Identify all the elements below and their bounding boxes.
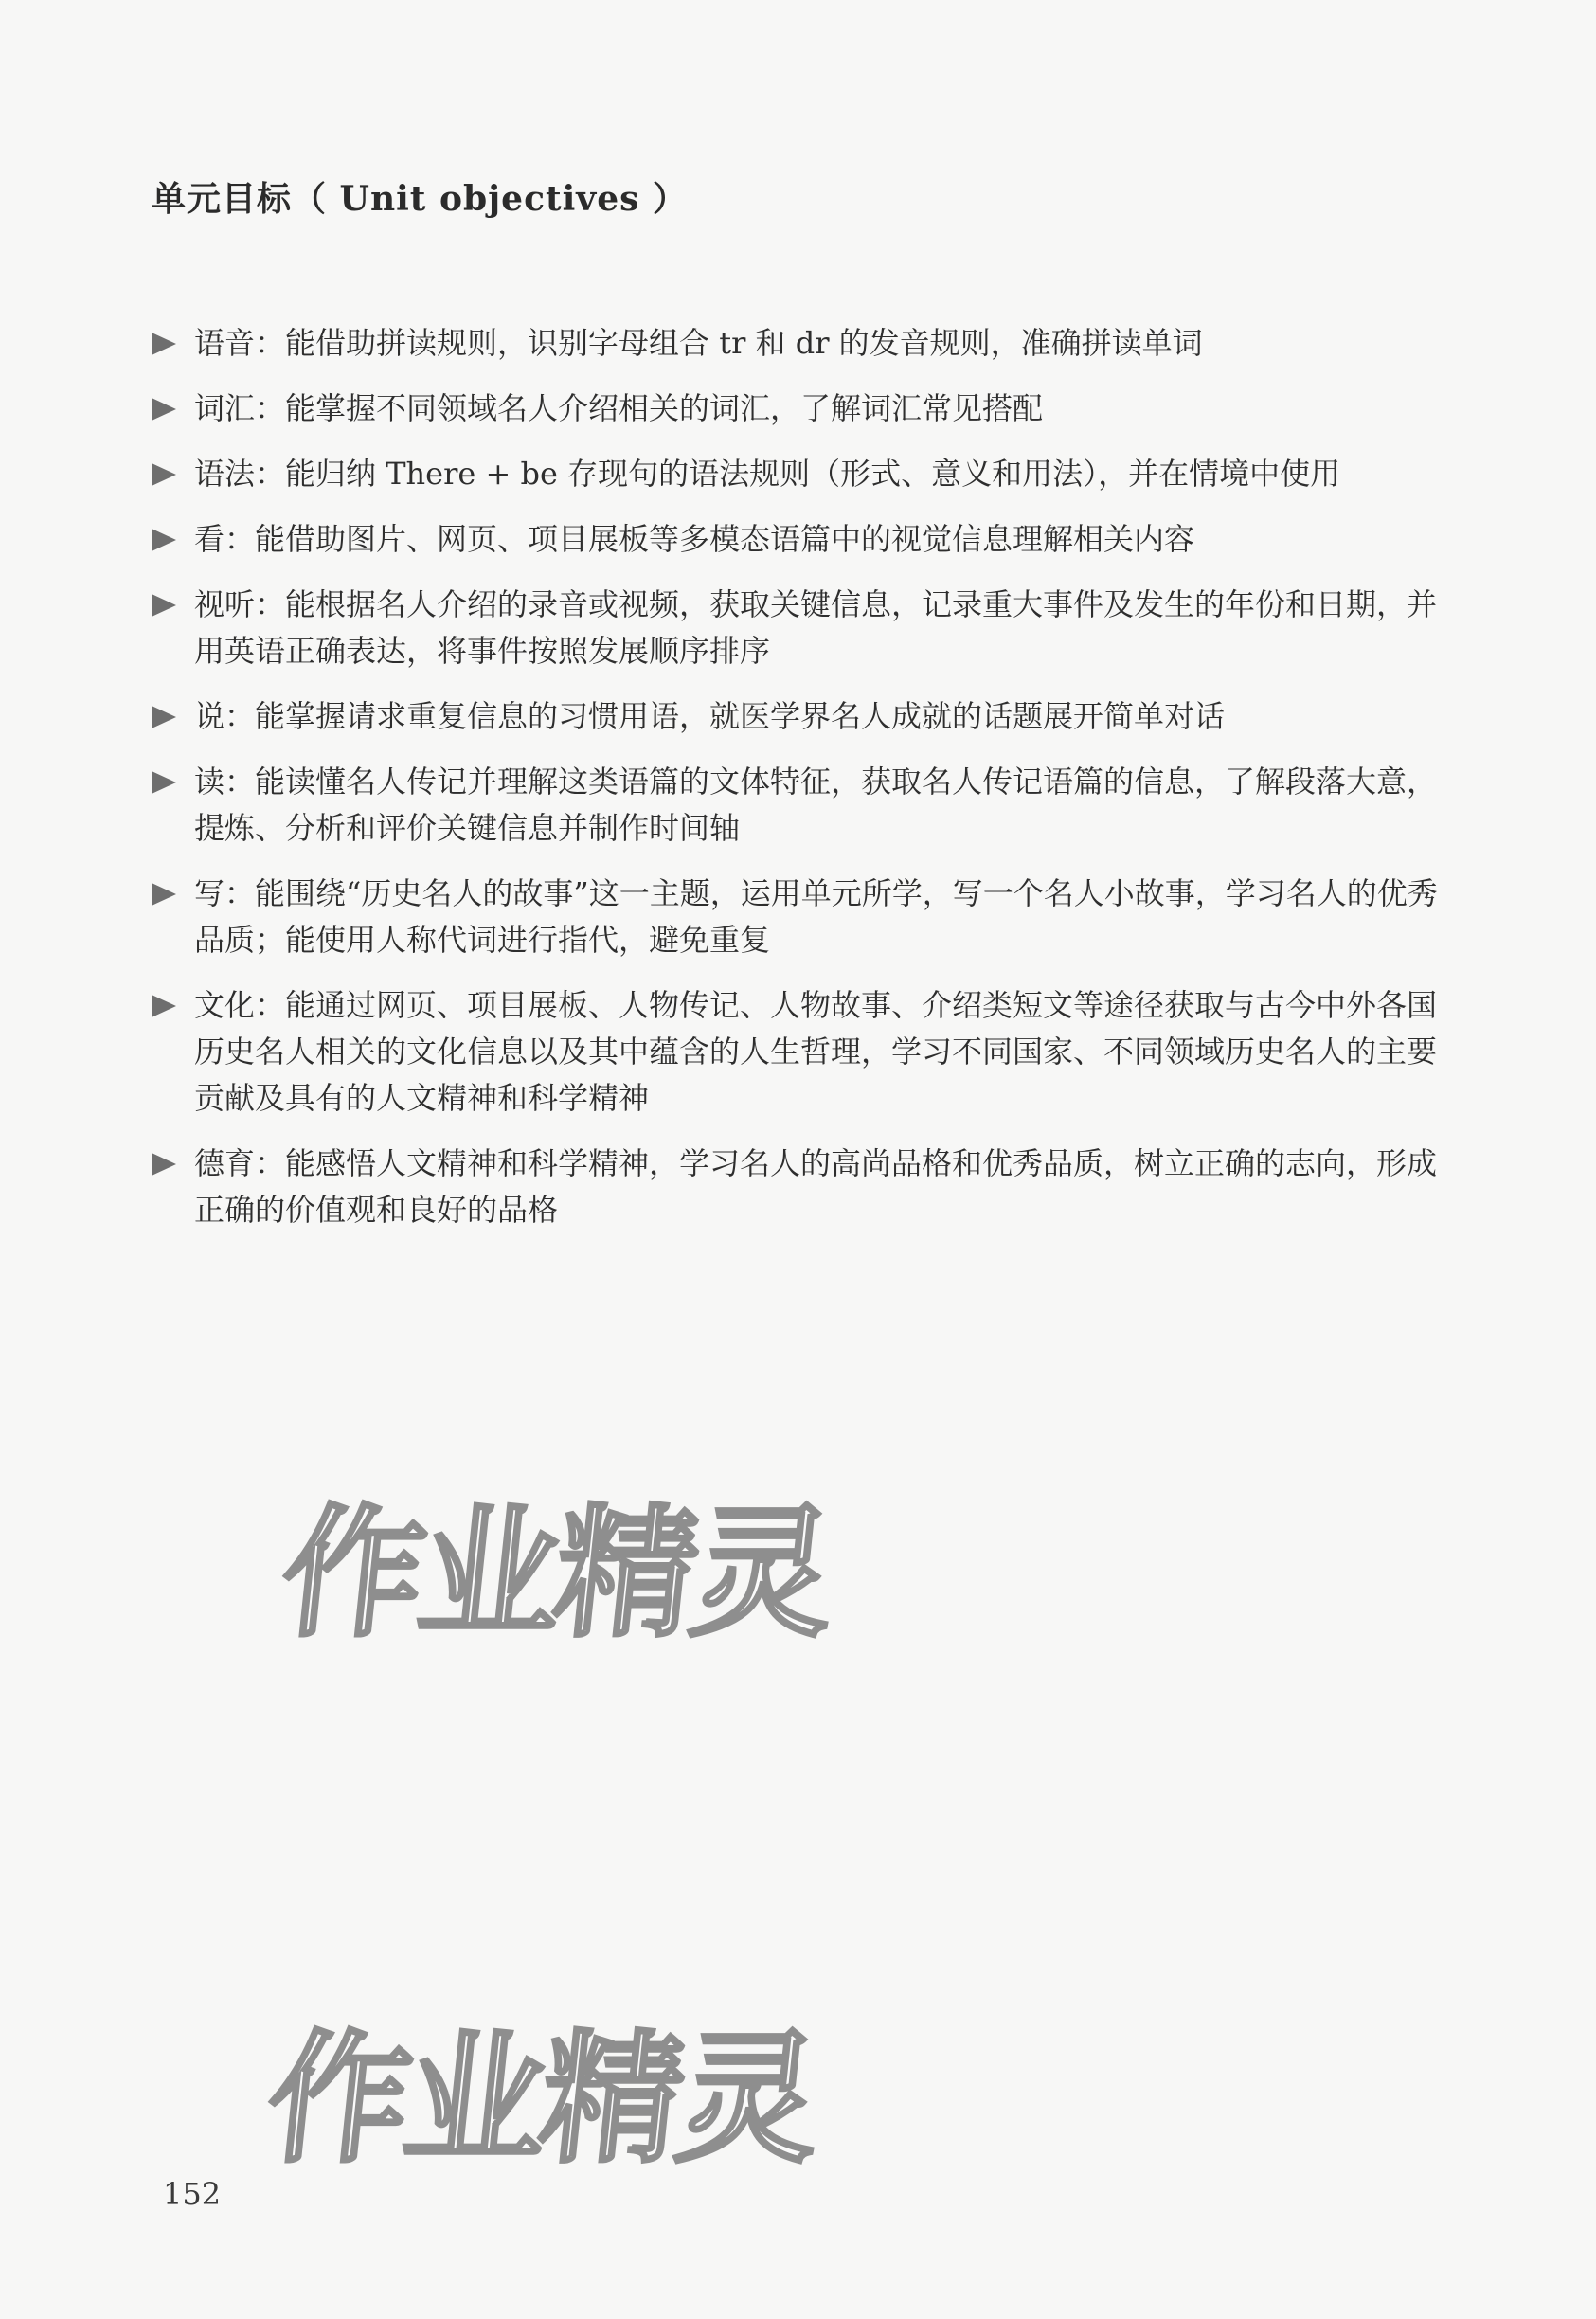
objective-separator: ： [255, 1145, 286, 1181]
objective-item [152, 516, 1440, 563]
watermark: 作业精灵 [274, 1492, 837, 1657]
objectives-list [152, 320, 1440, 1252]
objective-separator: ： [255, 390, 286, 426]
objective-text: 能根据名人介绍的录音或视频，获取关键信息，记录重大事件及发生的年份和日期，并用英语正确表达，将事件按照发展顺序排序 [194, 586, 1438, 669]
objective-label: 文化 [194, 987, 256, 1023]
objective-text: 能借助图片、网页、项目展板等多模态语篇中的视觉信息理解相关内容 [255, 521, 1195, 557]
triangle-bullet-icon [152, 706, 176, 728]
triangle-bullet-icon [152, 333, 176, 355]
watermark: 作业精灵 [260, 2018, 823, 2183]
objective-text: 能围绕“历史名人的故事”这一主题，运用单元所学，写一个名人小故事，学习名人的优秀品质；能使用人称代词进行指代，避免重复 [194, 875, 1438, 958]
objective-separator: ： [255, 456, 286, 492]
objective-label: 说 [194, 698, 225, 734]
triangle-bullet-icon [152, 771, 176, 794]
objective-item [152, 759, 1440, 852]
objective-separator: ： [255, 987, 286, 1023]
objective-label: 读 [194, 764, 225, 800]
page-number: 152 [163, 2176, 222, 2212]
objective-text: 能掌握不同领域名人介绍相关的词汇，了解词汇常见搭配 [285, 390, 1044, 426]
objective-label: 看 [194, 521, 225, 557]
objective-item [152, 1141, 1440, 1233]
triangle-bullet-icon [152, 398, 176, 421]
section-title [152, 172, 688, 221]
objective-separator: ： [224, 521, 256, 557]
objective-separator: ： [255, 325, 286, 361]
objective-separator: ： [224, 764, 256, 800]
triangle-bullet-icon [152, 594, 176, 617]
objective-item [152, 871, 1440, 963]
objective-text: 能归纳 There + be 存现句的语法规则（形式、意义和用法），并在情境中使用 [285, 456, 1341, 492]
objective-label: 语音 [194, 325, 256, 361]
objective-separator: ： [224, 875, 256, 911]
objective-item [152, 320, 1440, 367]
objective-label: 写 [194, 875, 225, 911]
objective-label: 视听 [194, 586, 256, 622]
objective-text: 能通过网页、项目展板、人物传记、人物故事、介绍类短文等途径获取与古今中外各国历史名人相关的文化信息以及其中蕴含的人生哲理，学习不同国家、不同领域历史名人的主要贡献及具有的人文精神和科学精神 [194, 987, 1438, 1116]
objective-label: 德育 [194, 1145, 256, 1181]
objective-item [152, 386, 1440, 432]
objective-text: 能掌握请求重复信息的习惯用语，就医学界名人成就的话题展开简单对话 [255, 698, 1226, 734]
objective-text: 能读懂名人传记并理解这类语篇的文体特征，获取名人传记语篇的信息，了解段落大意，提炼、分析和评价关键信息并制作时间轴 [194, 764, 1438, 846]
objective-separator: ： [224, 698, 256, 734]
objective-label: 语法 [194, 456, 256, 492]
triangle-bullet-icon [152, 883, 176, 906]
objective-item [152, 693, 1440, 740]
triangle-bullet-icon [152, 529, 176, 551]
objective-item [152, 451, 1440, 497]
triangle-bullet-icon [152, 995, 176, 1017]
section-title-en: （ Unit objectives ） [292, 179, 688, 219]
triangle-bullet-icon [152, 463, 176, 486]
section-title-zh: 单元目标 [152, 180, 293, 219]
triangle-bullet-icon [152, 1153, 176, 1176]
objective-label: 词汇 [194, 390, 256, 426]
objective-separator: ： [255, 586, 286, 622]
objective-text: 能借助拼读规则，识别字母组合 tr 和 dr 的发音规则，准确拼读单词 [285, 325, 1203, 361]
objective-item [152, 982, 1440, 1122]
objective-item [152, 582, 1440, 674]
objective-text: 能感悟人文精神和科学精神，学习名人的高尚品格和优秀品质，树立正确的志向，形成正确的价值观和良好的品格 [194, 1145, 1438, 1228]
